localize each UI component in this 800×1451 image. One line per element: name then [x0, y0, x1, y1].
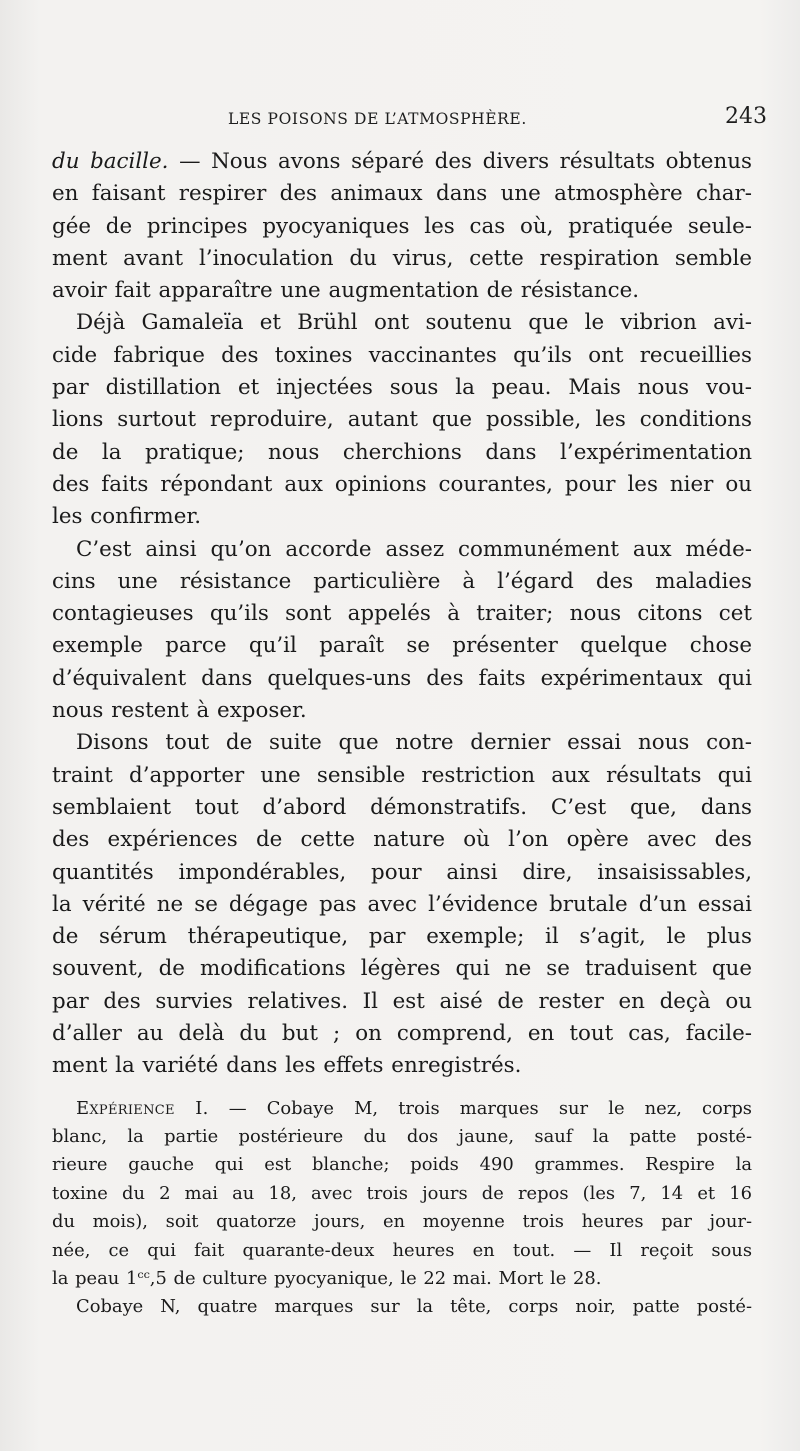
text-line: née, ce qui fait quarante-deux heures en tout. — Il reçoit sous	[52, 1239, 752, 1261]
text-line: quantités impondérables, pour ainsi dire, insaisissables,	[52, 859, 752, 885]
paragraph-1	[52, 146, 752, 307]
text-line: semblaient tout d’abord démonstratifs. C’est que, dans	[52, 794, 752, 820]
text-line: par distillation et injectées sous la peau. Mais nous vou-	[52, 375, 752, 401]
experiment-continuation	[52, 1293, 752, 1321]
text-line: par des survies relatives. Il est aisé de rester en deçà ou	[52, 988, 752, 1014]
text-line: la peau 1ᶜᶜ,5 de culture pyocyanique, le 22 mai. Mort le 28.	[52, 1267, 602, 1289]
text-line: C’est ainsi qu’on accorde assez communément aux méde-	[76, 536, 752, 562]
text-line	[52, 1095, 752, 1123]
spacer	[52, 1083, 752, 1095]
text-line: gée de principes pyocyaniques les cas où, pratiquée seule-	[52, 213, 752, 239]
text-line: du mois), soit quatorze jours, en moyenne trois heures par jour-	[52, 1211, 752, 1233]
running-title: LES POISONS DE L’ATMOSPHÈRE.	[228, 110, 527, 128]
text-line: les confirmer.	[52, 504, 202, 530]
text-line: lions surtout reproduire, autant que possible, les conditions	[52, 407, 752, 433]
paragraph-2	[52, 307, 752, 533]
text-line: Disons tout de suite que notre dernier essai nous con-	[76, 730, 752, 756]
text-line: ment avant l’inoculation du virus, cette respiration semble	[52, 245, 752, 271]
text-line: rieure gauche qui est blanche; poids 490 grammes. Respire la	[52, 1154, 752, 1176]
text-line: blanc, la partie postérieure du dos jaune, sauf la patte posté-	[52, 1126, 752, 1147]
text-line: des expériences de cette nature où l’on opère avec des	[52, 827, 752, 853]
text-line: d’aller au delà du but ; on comprend, en tout cas, facile-	[52, 1021, 752, 1047]
text-line: exemple parce qu’il paraît se présenter quelque chose	[52, 633, 752, 659]
text-line: cins une résistance particulière à l’égard des maladies	[52, 568, 752, 594]
text-line: de sérum thérapeutique, par exemple; il s’agit, le plus	[52, 924, 752, 950]
italic-phrase: du bacille.	[52, 149, 169, 174]
paragraph-4	[52, 727, 752, 1082]
text-line	[52, 146, 752, 178]
text-line: contagieuses qu’ils sont appelés à traiter; nous citons cet	[52, 601, 752, 627]
experiment-label: Expérience I.	[76, 1097, 209, 1119]
text-line: ment la variété dans les effets enregistrés.	[52, 1053, 522, 1079]
text-line: des faits répondant aux opinions courantes, pour les nier ou	[52, 471, 752, 497]
text-line: cide fabrique des toxines vaccinantes qu’ils ont recueillies	[52, 342, 752, 368]
paragraph-3	[52, 534, 752, 728]
text-line: en faisant respirer des animaux dans une atmosphère char-	[52, 181, 752, 207]
text-line: avoir fait apparaître une augmentation de résistance.	[52, 278, 640, 304]
text-line-rest: — Nous avons séparé des divers résultats obtenus	[168, 149, 752, 174]
text-line: traint d’apporter une sensible restriction aux résultats qui	[52, 762, 752, 788]
text-line: Cobaye N, quatre marques sur la tête, corps noir, patte posté-	[76, 1296, 752, 1318]
text-line: de la pratique; nous cherchions dans l’expérimentation	[52, 439, 752, 465]
text-line: d’équivalent dans quelques-uns des faits expérimentaux qui	[52, 665, 752, 691]
text-line: Déjà Gamaleïa et Brühl ont soutenu que le vibrion avi-	[76, 310, 752, 336]
text-line: souvent, de modifications légères qui ne se traduisent que	[52, 956, 752, 982]
page-number: 243	[725, 104, 767, 129]
text-line: la vérité ne se dégage pas avec l’évidence brutale d’un essai	[52, 891, 752, 917]
experiment-line-rest: — Cobaye M, trois marques sur le nez, corps	[208, 1097, 752, 1119]
experiment-paragraph	[52, 1095, 752, 1294]
body-text	[52, 146, 752, 1322]
text-line: toxine du 2 mai au 18, avec trois jours de repos (les 7, 14 et 16	[52, 1182, 752, 1204]
page-header	[0, 104, 800, 136]
text-line: nous restent à exposer.	[52, 698, 307, 724]
